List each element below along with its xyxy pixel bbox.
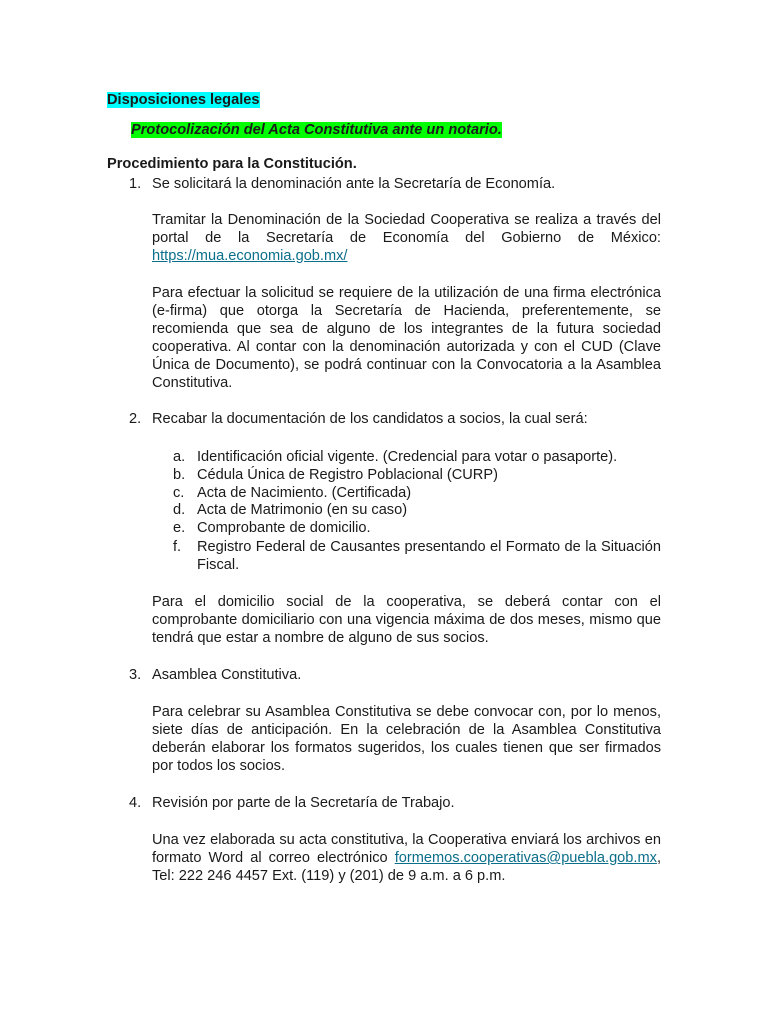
list-item: Identificación oficial vigente. (Credencial para votar o pasaporte). [197, 449, 618, 465]
email-link[interactable]: formemos.cooperativas@puebla.gob.mx [394, 850, 657, 866]
list-item-letter: b. [173, 467, 186, 483]
step-paragraph: Para el domicilio social de la cooperativa, se deberá contar con el comprobante domiciliario con una vigencia máxima de dos meses, mismo que tendrá que estar a nombre de alguno de sus socios. [152, 594, 661, 646]
list-item: Acta de Matrimonio (en su caso) [197, 502, 408, 518]
subsection-heading-text: Protocolización del Acta Constitutiva ante un notario. [131, 122, 502, 138]
step-paragraph: Para efectuar la solicitud se requiere de la utilización de una firma electrónica (e-firma) que otorga la Secretaría de Hacienda, preferentemente, se recomienda que sea de alguno de los integrantes de la futura sociedad cooperativa. Al contar con la denominación autorizada y con el CUD (Clave Única de Documento), se podrá continuar con la Convocatoria a la Asamblea Constitutiva. [152, 285, 661, 391]
list-item: Acta de Nacimiento. (Certificada) [197, 485, 412, 501]
list-item: Cédula Única de Registro Poblacional (CURP) [197, 467, 498, 483]
step-title: Revisión por parte de la Secretaría de Trabajo. [152, 795, 455, 811]
procedure-heading: Procedimiento para la Constitución. [107, 156, 357, 172]
subsection-heading [131, 121, 502, 139]
step-title: Asamblea Constitutiva. [152, 667, 302, 683]
list-item-letter: d. [173, 502, 186, 518]
section-heading-text: Disposiciones legales [107, 92, 260, 108]
economia-portal-link[interactable]: https://mua.economia.gob.mx/ [152, 248, 348, 264]
list-item: Registro Federal de Causantes presentando el Formato de la Situación Fiscal. [197, 539, 661, 573]
paragraph-text: Tramitar la Denominación de la Sociedad Cooperativa se realiza a través del portal de la Secretaría de Economía del Gobierno de México: [152, 212, 661, 246]
step-number: 4. [129, 795, 142, 811]
list-item-letter: e. [173, 520, 186, 536]
section-heading [107, 91, 260, 109]
step-paragraph [152, 831, 661, 885]
paragraph-text: Una vez elaborada su acta constitutiva, la Cooperativa enviará los archivos en formato Word al correo electrónico [152, 832, 661, 866]
list-item-letter: c. [173, 485, 185, 501]
list-item-letter: a. [173, 449, 186, 465]
step-title: Recabar la documentación de los candidatos a socios, la cual será: [152, 411, 588, 427]
step-paragraph [152, 211, 661, 265]
step-paragraph: Para celebrar su Asamblea Constitutiva se debe convocar con, por lo menos, siete días de anticipación. En la celebración de la Asamblea Constitutiva deberán elaborar los formatos sugeridos, los cuales tienen que ser firmados por todos los socios. [152, 704, 661, 774]
step-number: 1. [129, 176, 142, 192]
list-item: Comprobante de domicilio. [197, 520, 371, 536]
step-title: Se solicitará la denominación ante la Secretaría de Economía. [152, 176, 556, 192]
paragraph-text: , Tel: 222 246 4457 Ext. (119) y (201) de 9 a.m. a 6 p.m. [152, 850, 661, 884]
step-number: 3. [129, 667, 142, 683]
step-number: 2. [129, 411, 142, 427]
list-item-letter: f. [173, 539, 182, 555]
